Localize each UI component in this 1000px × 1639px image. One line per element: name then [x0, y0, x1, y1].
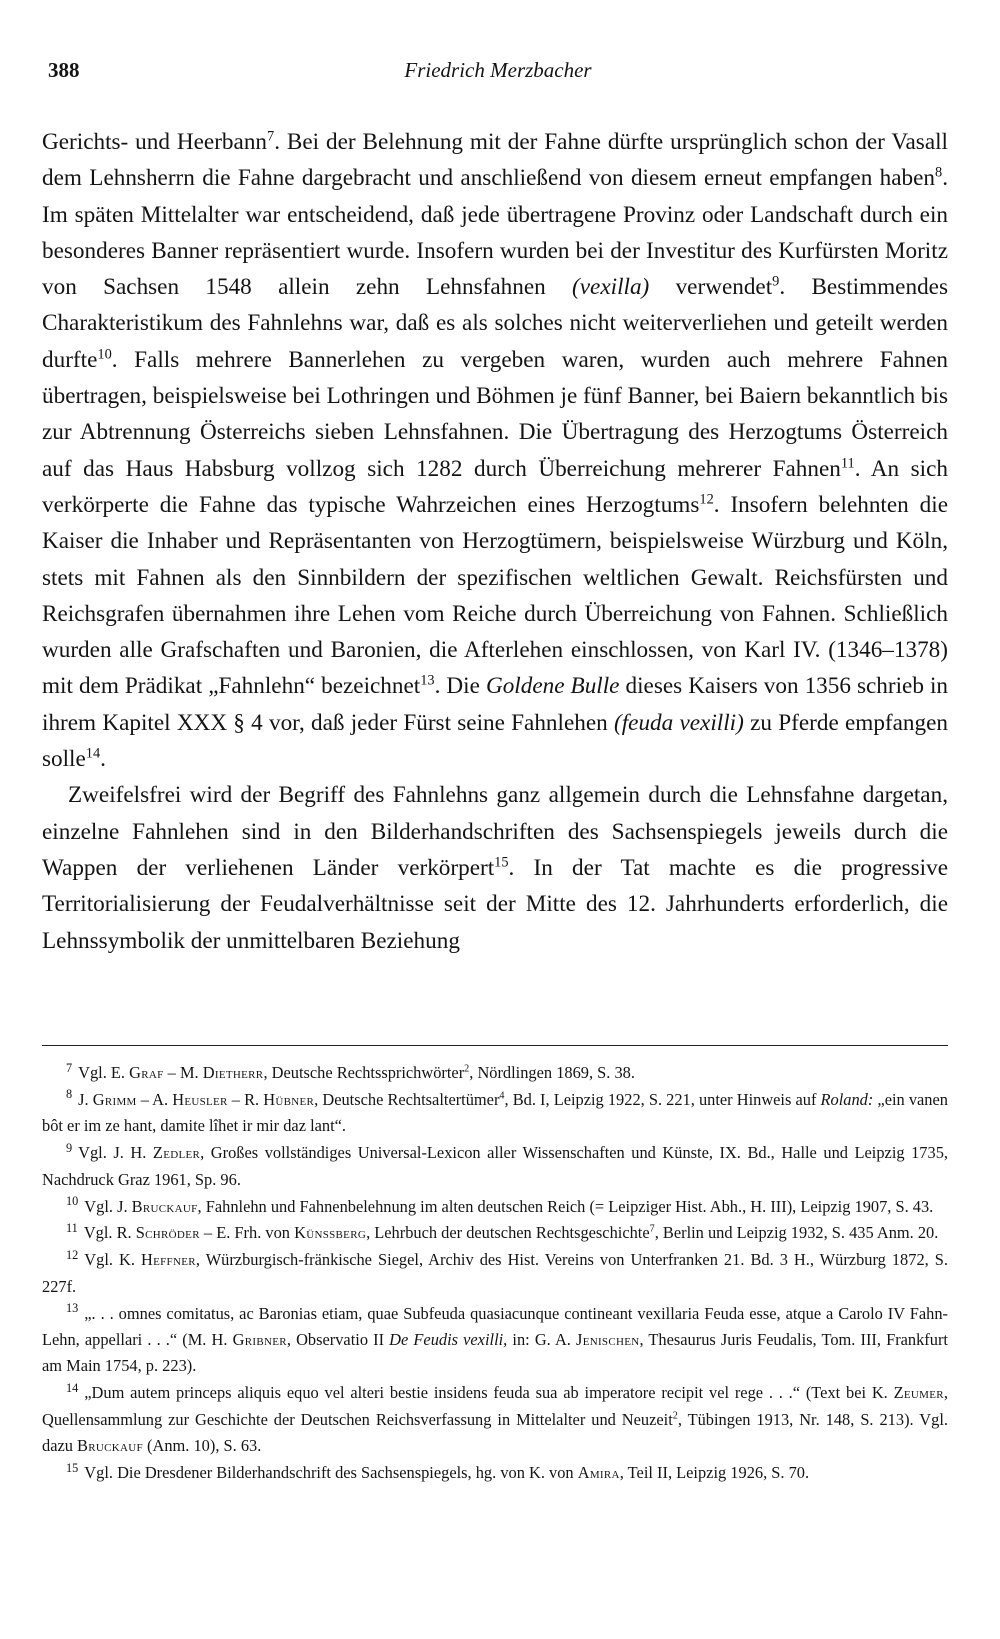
- footnote-ref: 8: [935, 164, 943, 181]
- paragraph: [42, 777, 948, 958]
- page-number: 388: [48, 58, 80, 82]
- text-run: Gerichts- und Heerbann: [42, 129, 268, 155]
- text-run: , Lehrbuch der deutschen Rechtsgeschichte: [366, 1223, 650, 1243]
- edition-sup: 7: [649, 1223, 655, 1235]
- italic-term: (vexilla): [572, 274, 650, 301]
- footnote-ref: 9: [772, 273, 780, 290]
- text-run: , Deutsche Rechtssprichwörter: [263, 1063, 465, 1082]
- footnote-13: [42, 1301, 948, 1380]
- footnote-ref: 10: [97, 346, 112, 363]
- italic-term: Goldene Bulle: [485, 673, 620, 700]
- text-run: Vgl. E.: [78, 1063, 130, 1082]
- text-run: „ein vanen bôt er im ze hant, damite lîhet ir mir daz lant“.: [42, 1089, 948, 1136]
- footnote-number: 7: [66, 1060, 73, 1075]
- footnote-ref: 7: [267, 128, 275, 145]
- footnote-14: [42, 1380, 948, 1459]
- footnote-9: [42, 1140, 948, 1193]
- author-name: Jenischen: [576, 1330, 640, 1350]
- text-run: , Teil II, Leipzig 1926, S. 70.: [619, 1463, 810, 1483]
- text-run: . An sich verkörperte die Fahne das typische Wahrzeichen eines Herzogtums: [42, 455, 948, 518]
- text-run: . Bei der Belehnung mit der Fahne dürfte ursprünglich schon der Vasall dem Lehnsherrn die Fahne dargebracht und anschließend von diesem erneut empfangen haben: [42, 129, 949, 192]
- footnote-ref: 14: [85, 745, 101, 762]
- footnote-8: [42, 1087, 948, 1140]
- footnote-number: 10: [66, 1194, 79, 1209]
- author-name: Bruckauf: [131, 1196, 198, 1216]
- text-run: , Fahnlehn und Fahnenbelehnung im alten deutschen Reich (= Leipziger Hist. Abh., H. III), Leipzig 1907, S. 43.: [197, 1196, 934, 1216]
- footnote-ref: 11: [840, 454, 855, 471]
- author-name: Heusler: [172, 1089, 228, 1109]
- text-run: .: [100, 746, 106, 773]
- author-name: Bruckauf: [77, 1436, 143, 1456]
- text-run: verwendet: [649, 274, 773, 301]
- text-run: zu Pferde empfangen solle: [42, 709, 948, 773]
- footnote-number: 14: [66, 1380, 79, 1395]
- author-name: Heffner: [140, 1250, 196, 1270]
- author-name: Künssberg: [294, 1223, 367, 1243]
- footnote-12: [42, 1247, 948, 1300]
- text-run: , Würzburgisch-fränkische Siegel, Archiv des Hist. Vereins von Unterfranken 21. Bd. 3 H., Würzburg 1872, S. 227f.: [42, 1250, 948, 1296]
- text-run: „. . . omnes comitatus, ac Baronias etiam, quae Subfeuda quasiacunque contineant vexillaria Feuda esse, atque a Carolo IV Fahn-Lehn, appellari . . .“ (M. H.: [42, 1303, 948, 1350]
- author-name: Zedler: [152, 1143, 201, 1163]
- text-run: Vgl. J. H.: [78, 1143, 153, 1163]
- text-run: – R.: [227, 1089, 264, 1109]
- text-run: Vgl. J.: [84, 1196, 132, 1216]
- footnote-10: [42, 1194, 948, 1220]
- text-run: , Tübingen 1913, Nr. 148, S. 213). Vgl. dazu: [42, 1409, 948, 1456]
- author-name: Zeumer: [893, 1383, 944, 1403]
- text-run: , Nördlingen 1869, S. 38.: [469, 1063, 635, 1082]
- text-run: , Thesaurus Juris Feudalis, Tom. III, Frankfurt am Main 1754, p. 223).: [42, 1330, 948, 1376]
- author-name: Dietherr: [202, 1063, 264, 1082]
- text-run: – M.: [163, 1063, 203, 1082]
- text-run: , Deutsche Rechtsaltertümer: [314, 1089, 500, 1109]
- footnote-ref: 15: [494, 854, 509, 871]
- footnote-number: 15: [66, 1460, 79, 1475]
- text-run: . Insofern belehnten die Kaiser die Inhaber und Repräsentanten von Herzogtümern, beispielsweise Würzburg und Köln, stets mit Fahnen als den Sinnbildern der spezifischen weltlichen Gewalt. Reichsfürsten und Reichsgrafen übernahmen ihre Lehen vom Reiche durch Überreichung von Fahnen. Schließlich wurden alle Grafschaften und Baronien, die Afterlehen einschlossen, von Karl IV. (1346–1378) mit dem Prädikat „Fahnlehn“ bezeichnet: [42, 491, 948, 700]
- main-text: [42, 124, 948, 959]
- footnote-number: 12: [66, 1247, 79, 1262]
- footnote-15: [42, 1460, 948, 1486]
- paragraph: [42, 124, 948, 777]
- footnote-separator: [42, 1045, 948, 1046]
- author-name: Graf: [129, 1063, 164, 1082]
- author-name: Grimm: [92, 1089, 137, 1109]
- footnote-number: 13: [66, 1301, 79, 1316]
- page-header: [48, 58, 948, 88]
- edition-sup: 2: [672, 1410, 678, 1422]
- author-name: Amira: [577, 1463, 620, 1483]
- text-run: , Quellensammlung zur Geschichte der Deutschen Reichsverfassung in Mittelalter und Neuzeit: [42, 1383, 948, 1429]
- text-run: . Bestimmendes Charakteristikum des Fahnlehns war, daß es als solches nicht weiterverliehen und geteilt werden durfte: [42, 274, 948, 373]
- edition-sup: 2: [464, 1063, 470, 1075]
- text-run: Vgl. R.: [83, 1223, 136, 1243]
- footnote-11: [42, 1220, 948, 1246]
- italic-term: Roland:: [820, 1089, 874, 1109]
- author-name: Schröder: [135, 1223, 200, 1243]
- running-head: Friedrich Merzbacher: [404, 58, 592, 82]
- footnote-7: [42, 1060, 948, 1086]
- text-run: in: G. A.: [507, 1330, 577, 1350]
- text-run: – E. Frh. von: [199, 1223, 295, 1243]
- footnote-ref: 12: [699, 491, 714, 508]
- text-run: , Großes vollständiges Universal-Lexicon aller Wissenschaften und Künste, IX. Bd., Halle und Leipzig 1735, Nachdruck Graz 1961, Sp. 96.: [42, 1143, 948, 1189]
- text-run: , Observatio II: [286, 1330, 390, 1350]
- footnote-number: 9: [66, 1140, 73, 1155]
- text-run: . Falls mehrere Bannerlehen zu vergeben waren, wurden auch mehrere Fahnen übertragen, beispielsweise bei Lothringen und Böhmen je fünf Banner, bei Baiern bekanntlich bis zur Abtrennung Österreichs sieben Lehnsfahnen. Die Übertragung des Herzogtums Österreich auf das Haus Habsburg vollzog sich 1282 durch Überreichung mehrerer Fahnen: [42, 346, 948, 482]
- text-run: J.: [78, 1089, 93, 1109]
- text-run: „Dum autem princeps aliquis equo vel alteri bestie insidens feuda sua ab imperatore recipit vel rege . . .“ (Text bei K.: [84, 1383, 894, 1403]
- footnote-ref: 13: [420, 672, 435, 689]
- footnotes: [42, 1060, 948, 1487]
- italic-term: (feuda vexilli): [613, 709, 744, 736]
- text-run: dieses Kaisers von 1356 schrieb in ihrem Kapitel XXX § 4 vor, daß jeder Fürst seine Fahnlehen: [42, 673, 948, 736]
- author-name: Hübner: [263, 1089, 315, 1109]
- text-run: , Bd. I, Leipzig 1922, S. 221, unter Hinweis auf: [504, 1089, 821, 1109]
- text-run: Vgl. Die Dresdener Bilderhandschrift des Sachsenspiegels, hg. von K. von: [84, 1463, 578, 1483]
- italic-term: De Feudis vexilli,: [389, 1330, 508, 1350]
- text-run: – A.: [136, 1089, 173, 1109]
- footnote-number: 11: [66, 1220, 78, 1235]
- text-run: , Berlin und Leipzig 1932, S. 435 Anm. 20.: [654, 1223, 939, 1243]
- text-run: . Im späten Mittelalter war entscheidend, daß jede übertragene Provinz oder Landschaft durch ein besonderes Banner repräsentiert wurde. Insofern wurden bei der Investitur des Kurfürsten Moritz von Sachsen 1548 allein zehn Lehnsfahnen: [42, 165, 948, 301]
- text-run: . Die: [434, 673, 486, 700]
- text-run: (Anm. 10), S. 63.: [142, 1436, 262, 1456]
- text-run: . In der Tat machte es die progressive Territorialisierung der Feudalverhältnisse seit der Mitte des 12. Jahrhunderts erforderlich, die Lehnssymbolik der unmittelbaren Beziehung: [42, 854, 948, 954]
- text-run: Zweifelsfrei wird der Begriff des Fahnlehns ganz allgemein durch die Lehnsfahne dargetan, einzelne Fahnlehen sind in den Bilderhandschriften des Sachsenspiegels jeweils durch die Wappen der verliehenen Länder verkörpert: [42, 782, 948, 881]
- text-run: Vgl. K.: [84, 1250, 141, 1270]
- footnote-number: 8: [66, 1087, 73, 1102]
- edition-sup: 4: [499, 1090, 505, 1102]
- author-name: Gribner: [232, 1330, 287, 1350]
